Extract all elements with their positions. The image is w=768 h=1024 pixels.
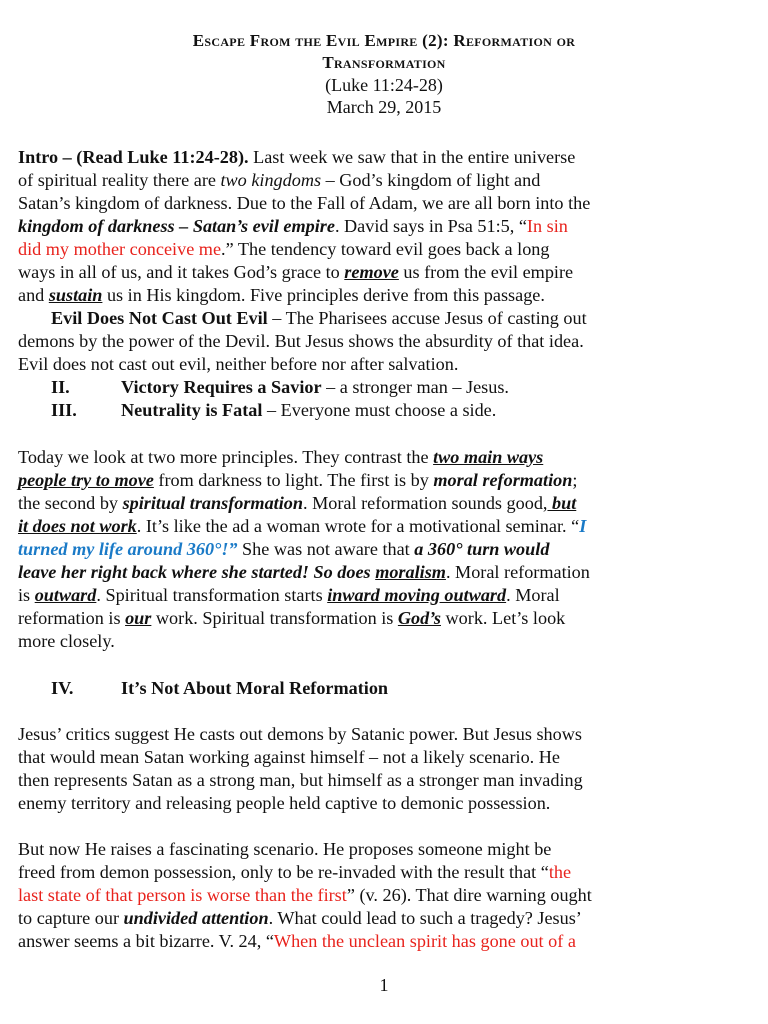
- text-line: enemy territory and releasing people held captive to demonic possession.: [18, 793, 551, 813]
- text-run: and: [18, 285, 49, 305]
- text-run: . It’s like the ad a woman wrote for a motivational seminar. “: [136, 516, 580, 536]
- text-run: more closely.: [18, 631, 115, 651]
- scripture-quote: the: [548, 862, 572, 882]
- emphasis-text: our: [125, 608, 152, 628]
- emphasis-text: people try to move: [18, 470, 154, 490]
- text-run: us in His kingdom. Five principles derive from this passage.: [102, 285, 545, 305]
- scripture-quote: last state of that person is worse than the first: [18, 885, 347, 905]
- text-run: Evil does not cast out evil, neither before nor after salvation.: [18, 354, 459, 374]
- principle-number: III.: [51, 400, 77, 420]
- today-paragraph: [18, 446, 752, 653]
- emphasis-text: moral reformation: [433, 470, 573, 490]
- intro-paragraph: [18, 146, 752, 422]
- emphasis-text: undivided attention: [123, 908, 269, 928]
- emphasis-text: spiritual transformation: [122, 493, 303, 513]
- text-run: demons by the power of the Devil. But Jesus shows the absurdity of that idea.: [18, 331, 584, 351]
- scenario-paragraph: [18, 838, 752, 953]
- sermon-date: March 29, 2015: [326, 97, 442, 117]
- text-run: . Moral reformation: [445, 562, 590, 582]
- emphasis-text: remove: [344, 262, 399, 282]
- text-run: . David says in Psa 51:5, “: [334, 216, 527, 236]
- text-run: is: [18, 585, 35, 605]
- principle-heading: Neutrality is Fatal: [121, 400, 263, 420]
- emphasis-text: moralism: [375, 562, 446, 582]
- principle-heading: Evil Does Not Cast Out Evil: [51, 308, 268, 328]
- text-run: work. Spiritual transformation is: [151, 608, 398, 628]
- section-number: IV.: [51, 678, 74, 698]
- text-run: . Moral: [506, 585, 560, 605]
- text-run: – The Pharisees accuse Jesus of casting out: [267, 308, 587, 328]
- quoted-ad-text: turned my life around 360°!”: [18, 539, 238, 559]
- intro-label: Intro – (Read Luke 11:24-28).: [18, 147, 249, 167]
- text-line: Jesus’ critics suggest He casts out demons by Satanic power. But Jesus shows: [18, 724, 582, 744]
- emphasis-text: kingdom of darkness – Satan’s evil empire: [18, 216, 335, 236]
- emphasis-text: two main ways: [433, 447, 544, 467]
- scripture-quote: When the unclean spirit has gone out of a: [273, 931, 576, 951]
- text-run: – God’s kingdom of light and: [321, 170, 541, 190]
- text-run: – a stronger man – Jesus.: [321, 377, 509, 397]
- emphasis-text: but: [547, 493, 577, 513]
- text-run: from darkness to light. The first is by: [153, 470, 434, 490]
- text-run: to capture our: [18, 908, 124, 928]
- text-run: ;: [572, 470, 578, 490]
- text-run: answer seems a bit bizarre. V. 24, “: [18, 931, 274, 951]
- text-run: – Everyone must choose a side.: [262, 400, 497, 420]
- text-run: the second by: [18, 493, 123, 513]
- scripture-reference: (Luke 11:24-28): [325, 75, 443, 95]
- emphasis-text: inward moving outward: [327, 585, 507, 605]
- text-run: . Spiritual transformation starts: [96, 585, 328, 605]
- text-run: ” (v. 26). That dire warning ought: [346, 885, 592, 905]
- title-block: [0, 30, 768, 118]
- text-line: that would mean Satan working against himself – not a likely scenario. He: [18, 747, 560, 767]
- scripture-quote: In sin: [526, 216, 568, 236]
- sermon-title-line-1: Escape From the Evil Empire (2): Reformation or: [192, 31, 576, 50]
- emphasis-text: a 360° turn would: [414, 539, 550, 559]
- text-run: freed from demon possession, only to be re-invaded with the result that “: [18, 862, 549, 882]
- text-run: of spiritual reality there are: [18, 170, 221, 190]
- text-run: Today we look at two more principles. They contrast the: [18, 447, 434, 467]
- text-run: us from the evil empire: [398, 262, 574, 282]
- text-run: . Moral reformation sounds good,: [302, 493, 548, 513]
- principle-heading: Victory Requires a Savior: [121, 377, 322, 397]
- emphasis-text: outward: [34, 585, 97, 605]
- emphasis-text: sustain: [48, 285, 103, 305]
- text-run: She was not aware that: [237, 539, 415, 559]
- emphasis-text: it does not work: [18, 516, 137, 536]
- text-run: reformation is: [18, 608, 126, 628]
- text-run: Last week we saw that in the entire universe: [248, 147, 576, 167]
- principle-number: II.: [51, 377, 70, 397]
- text-line: then represents Satan as a strong man, but himself as a stronger man invading: [18, 770, 583, 790]
- text-run: ways in all of us, and it takes God’s grace to: [18, 262, 345, 282]
- text-run: . What could lead to such a tragedy? Jesus’: [268, 908, 582, 928]
- page-number: 1: [379, 975, 389, 995]
- text-run: But now He raises a fascinating scenario. He proposes someone might be: [18, 839, 552, 859]
- critics-paragraph: [18, 723, 752, 815]
- text-run: Satan’s kingdom of darkness. Due to the Fall of Adam, we are all born into the: [18, 193, 591, 213]
- text-run: work. Let’s look: [441, 608, 566, 628]
- emphasis-text: God’s: [397, 608, 441, 628]
- section-heading: [18, 677, 752, 700]
- emphasis-text: leave her right back where she started! So does: [18, 562, 376, 582]
- scripture-quote: did my mother conceive me: [18, 239, 222, 259]
- text-run: .” The tendency toward evil goes back a long: [221, 239, 550, 259]
- sermon-title-line-2: Transformation: [322, 53, 446, 72]
- quoted-ad-text: I: [579, 516, 587, 536]
- emphasis-text: two kingdoms: [220, 170, 322, 190]
- section-title: It’s Not About Moral Reformation: [121, 678, 389, 698]
